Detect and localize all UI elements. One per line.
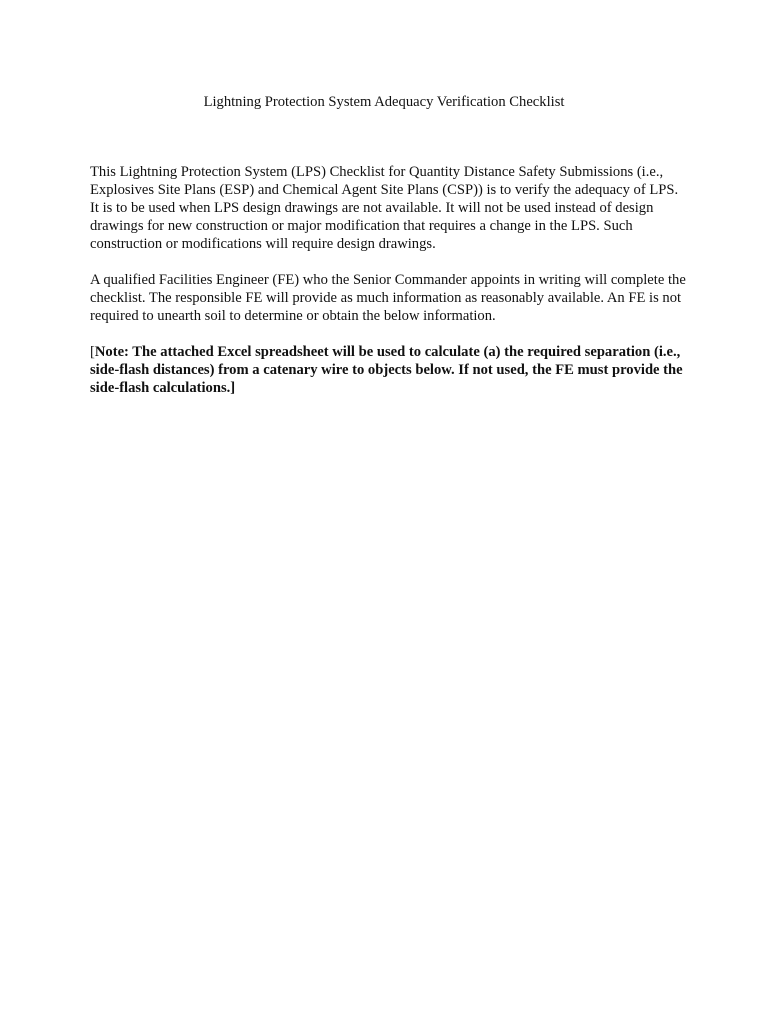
note-open-bracket: [ — [90, 344, 95, 360]
note-text: Note: The attached Excel spreadsheet will be used to calculate (a) the required separation (i.e., side-flash distances) from a catenary wire to objects below. If not used, the FE must provide the side-flash calculations.] — [90, 344, 683, 396]
facilities-engineer-paragraph: A qualified Facilities Engineer (FE) who the Senior Commander appoints in writing will complete the checklist. The responsible FE will provide as much information as reasonably available. An FE is not required to unearth soil to determine or obtain the below information. — [90, 272, 686, 324]
document-title: Lightning Protection System Adequacy Verification Checklist — [203, 94, 565, 110]
intro-paragraph: This Lightning Protection System (LPS) Checklist for Quantity Distance Safety Submissions (i.e., Explosives Site Plans (ESP) and Chemical Agent Site Plans (CSP)) is to verify the adequacy of LPS. It is to be used when LPS design drawings are not available. It will not be used instead of design drawings for new construction or major modification that requires a change in the LPS. Such construction or modifications will require design drawings. — [90, 164, 679, 252]
note-paragraph — [90, 343, 690, 397]
